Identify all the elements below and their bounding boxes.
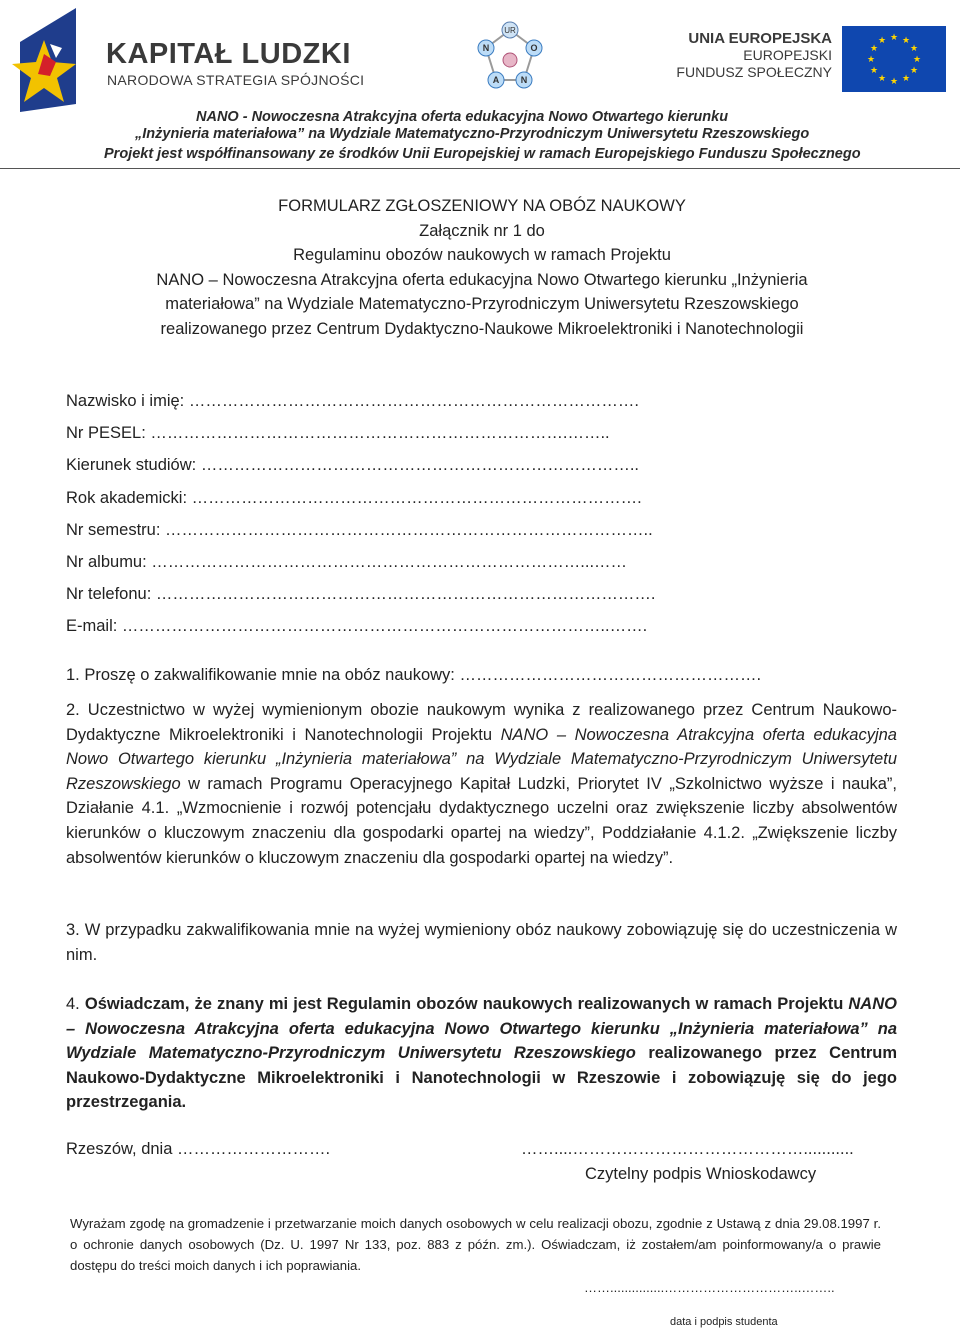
project-line-1: NANO - Nowoczesna Atrakcyjna oferta edukacyjna Nowo Otwartego kierunku <box>196 109 729 125</box>
svg-text:★: ★ <box>909 43 919 53</box>
svg-text:O: O <box>530 43 538 53</box>
svg-text:★: ★ <box>877 35 887 45</box>
field-email[interactable]: E-mail: ……………………………………………………………………………..……. <box>66 617 648 636</box>
svg-text:★: ★ <box>866 54 876 64</box>
field-pesel[interactable]: Nr PESEL: ………………………………………………………………….…….. <box>66 424 610 443</box>
item-1-qualification-request[interactable]: 1. Proszę o zakwalifikowanie mnie na obóz naukowy: ………………………………………………. <box>66 666 762 684</box>
svg-text:A: A <box>492 75 500 85</box>
item-4-number: 4. <box>66 995 85 1013</box>
item-2-text-c: w ramach Programu Operacyjnego Kapitał Ludzki, Priorytet IV „Szkolnictwo wyższe i nauka”, Działanie 4.1. „Wzmocnienie i rozwój potencjału dydaktycznego uczelni oraz zwiększenie liczby absolwentów kierunków o kluczowym znaczeniu dla gospodarki opartej na wiedzy”, Poddziałanie 4.1.2. „Zwiększenie liczby absolwentów kierunków o kluczowym znaczeniu dla gospodarki opartej na wiedzy”. <box>66 774 897 867</box>
svg-text:★: ★ <box>877 73 887 83</box>
svg-text:★: ★ <box>912 54 922 64</box>
eu-line-2: EUROPEJSKI <box>743 47 832 63</box>
item-4-text-c: realizowanego przez Centrum Naukowo-Dydaktyczne Mikroelektroniki i Nanotechnologii w Rzeszowie i zobowiązuję się do jego przestrzegania. <box>66 1044 897 1112</box>
item-4-text-a: Oświadczam, że znany mi jest Regulamin obozów naukowych realizowanych w ramach Projektu <box>84 995 849 1013</box>
svg-text:N: N <box>482 43 490 53</box>
signature-caption: Czytelny podpis Wnioskodawcy <box>585 1165 817 1183</box>
signature-field[interactable]: ……....……………………………………........... <box>521 1140 854 1158</box>
page-header <box>0 0 960 169</box>
title-line-2: Załącznik nr 1 do <box>419 221 545 240</box>
item-2-participation <box>66 698 897 870</box>
title-line-5: materiałowa” na Wydziale Matematyczno-Przyrodniczym Uniwersytetu Rzeszowskiego <box>165 295 799 314</box>
title-line-3: Regulaminu obozów naukowych w ramach Projektu <box>293 246 671 265</box>
field-album-number[interactable]: Nr albumu: ……………………………………………………………………...…… <box>66 552 628 571</box>
svg-text:★: ★ <box>889 32 899 42</box>
field-semester[interactable]: Nr semestru: …………………………………………………………………………….. <box>66 520 653 539</box>
svg-text:★: ★ <box>909 65 919 75</box>
kapital-ludzki-logo <box>10 4 102 114</box>
svg-text:★: ★ <box>889 76 899 86</box>
svg-text:N: N <box>520 75 528 85</box>
project-line-2: „Inżynieria materiałowa” na Wydziale Matematyczno-Przyrodniczym Uniwersytetu Rzeszowskiego <box>135 126 810 142</box>
svg-text:★: ★ <box>901 73 911 83</box>
data-consent-text: Wyrażam zgodę na gromadzenie i przetwarzanie moich danych osobowych w celu realizacji obozu, zgodnie z Ustawą z dnia 29.08.1997 r. o ochronie danych osobowych (Dz. U. 1997 Nr 133, poz. 883 z późn. zm.). Oświadczam, iż zostałem/am poinformowany/a o prawie dostępu do treści moich danych i ich poprawiania. <box>70 1216 881 1273</box>
form-title-block <box>66 194 898 342</box>
svg-text:★: ★ <box>869 43 879 53</box>
title-line-6: realizowanego przez Centrum Dydaktyczno-Naukowe Mikroelektroniki i Nanotechnologii <box>160 319 804 338</box>
field-phone[interactable]: Nr telefonu: ………………………………………………………………………………. <box>66 585 656 604</box>
form-title: FORMULARZ ZGŁOSZENIOWY NA OBÓZ NAUKOWY <box>278 197 686 215</box>
kapital-ludzki-subtitle: NARODOWA STRATEGIA SPÓJNOŚCI <box>107 72 365 88</box>
student-signature-field[interactable]: ……...............…………………………..…….. <box>584 1280 835 1295</box>
field-name[interactable]: Nazwisko i imię: ………………………………………………………………………. <box>66 392 639 410</box>
eu-line-1: UNIA EUROPEJSKA <box>688 30 832 47</box>
svg-text:★: ★ <box>869 65 879 75</box>
eu-flag-icon <box>842 26 946 92</box>
field-academic-year[interactable]: Rok akademicki: ………………………………………………………………………. <box>66 488 642 507</box>
eu-fund-text <box>676 30 832 81</box>
ur-nano-logo <box>470 18 550 94</box>
svg-text:★: ★ <box>901 35 911 45</box>
project-line-3: Projekt jest współfinansowany ze środków Unii Europejskiej w ramach Europejskiego Funduszu Społecznego <box>104 146 861 162</box>
svg-text:UR: UR <box>504 26 516 35</box>
applicant-fields <box>66 390 766 648</box>
student-signature-caption: data i podpis studenta <box>670 1316 778 1328</box>
item-2-text-a: 2. Uczestnictwo w wyżej wymienionym obozie naukowym wynika z realizowanego przez Centrum Naukowo-Dydaktyczne Mikroelektroniki i Nanotechnologii Projektu <box>66 701 897 744</box>
item-3-commitment: 3. W przypadku zakwalifikowania mnie na wyżej wymieniony obóz naukowy zobowiązuję się do uczestniczenia w nim. <box>66 921 897 964</box>
item-2-project-name: NANO – Nowoczesna Atrakcyjna oferta edukacyjna Nowo Otwartego kierunku „Inżynieria materiałowa” na Wydziale Matematyczno-Przyrodniczym Uniwersytetu Rzeszowskiego <box>66 725 897 793</box>
title-line-4: NANO – Nowoczesna Atrakcyjna oferta edukacyjna Nowo Otwartego kierunku „Inżynieria <box>156 270 808 289</box>
kapital-ludzki-title: KAPITAŁ LUDZKI <box>106 38 351 70</box>
place-date-field[interactable]: Rzeszów, dnia ………………………. <box>66 1140 331 1158</box>
item-4-project-name: NANO – Nowoczesna Atrakcyjna oferta edukacyjna Nowo Otwartego kierunku „Inżynieria materiałowa” na Wydziale Matematyczno-Przyrodniczym Uniwersytetu Rzeszowskiego <box>66 995 897 1063</box>
item-4-declaration <box>66 992 897 1115</box>
field-study-direction[interactable]: Kierunek studiów: …………………………………………………………………….. <box>66 456 639 475</box>
eu-line-3: FUNDUSZ SPOŁECZNY <box>676 64 832 80</box>
